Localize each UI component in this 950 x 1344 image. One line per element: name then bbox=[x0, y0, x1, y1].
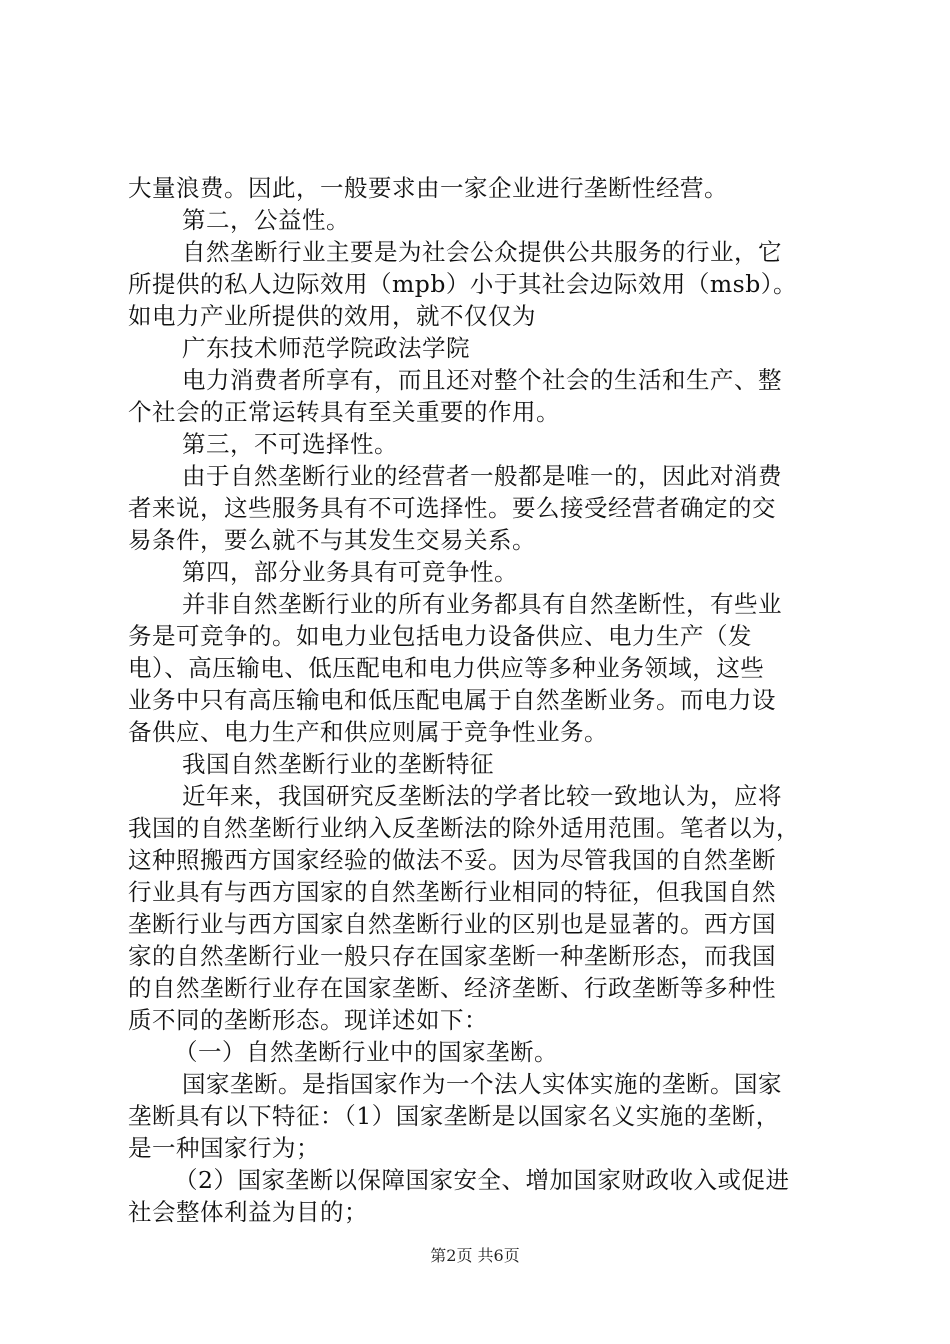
text-line: 电）、高压输电、低压配电和电力供应等多种业务领域，这些 bbox=[128, 654, 765, 682]
page-number-footer: 第2页 共6页 bbox=[430, 1246, 520, 1265]
document-body bbox=[128, 172, 833, 1228]
text-line: 者来说，这些服务具有不可选择性。要么接受经营者确定的交 bbox=[128, 494, 776, 522]
text-line: 国家垄断。是指国家作为一个法人实体实施的垄断。国家 bbox=[182, 1070, 782, 1098]
text-line: 社会整体利益为目的； bbox=[128, 1198, 368, 1226]
text-line: 大量浪费。因此，一般要求由一家企业进行垄断性经营。 bbox=[128, 174, 728, 202]
text-line: 备供应、电力生产和供应则属于竞争性业务。 bbox=[128, 718, 608, 746]
text-line: 是一种国家行为； bbox=[128, 1134, 320, 1162]
text-line: 的自然垄断行业存在国家垄断、经济垄断、行政垄断等多种性 bbox=[128, 974, 776, 1002]
text-line: （一）自然垄断行业中的国家垄断。 bbox=[174, 1038, 558, 1066]
text-line: 自然垄断行业主要是为社会公众提供公共服务的行业，它 bbox=[182, 238, 782, 266]
text-line: 近年来，我国研究反垄断法的学者比较一致地认为，应将 bbox=[182, 782, 782, 810]
text-line: 第二，公益性。 bbox=[182, 206, 350, 234]
text-line: 这种照搬西方国家经验的做法不妥。因为尽管我国的自然垄断 bbox=[128, 846, 776, 874]
text-line: 第四，部分业务具有可竞争性。 bbox=[182, 558, 518, 586]
text-line: 务是可竞争的。如电力业包括电力设备供应、电力生产（发 bbox=[128, 622, 752, 650]
text-line: （2）国家垄断以保障国家安全、增加国家财政收入或促进 bbox=[174, 1166, 790, 1194]
text-line: 家的自然垄断行业一般只存在国家垄断一种垄断形态，而我国 bbox=[128, 942, 776, 970]
text-line: 质不同的垄断形态。现详述如下： bbox=[128, 1006, 488, 1034]
text-line: 我国的自然垄断行业纳入反垄断法的除外适用范围。笔者以为， bbox=[128, 814, 800, 842]
text-line: 所提供的私人边际效用（mpb）小于其社会边际效用（msb）。 bbox=[128, 270, 798, 298]
text-line: 并非自然垄断行业的所有业务都具有自然垄断性，有些业 bbox=[182, 590, 782, 618]
text-line: 垄断行业与西方国家自然垄断行业的区别也是显著的。西方国 bbox=[128, 910, 776, 938]
text-line: 行业具有与西方国家的自然垄断行业相同的特征，但我国自然 bbox=[128, 878, 776, 906]
text-line: 我国自然垄断行业的垄断特征 bbox=[182, 750, 494, 778]
text-line: 垄断具有以下特征：（1）国家垄断是以国家名义实施的垄断， bbox=[128, 1102, 780, 1130]
text-line: 第三，不可选择性。 bbox=[182, 430, 398, 458]
text-line: 由于自然垄断行业的经营者一般都是唯一的，因此对消费 bbox=[182, 462, 782, 490]
text-line: 易条件，要么就不与其发生交易关系。 bbox=[128, 526, 536, 554]
text-line: 个社会的正常运转具有至关重要的作用。 bbox=[128, 398, 560, 426]
text-line: 业务中只有高压输电和低压配电属于自然垄断业务。而电力设 bbox=[128, 686, 776, 714]
text-line: 广东技术师范学院政法学院 bbox=[182, 334, 470, 362]
text-line: 如电力产业所提供的效用，就不仅仅为 bbox=[128, 302, 536, 330]
text-line: 电力消费者所享有，而且还对整个社会的生活和生产、整 bbox=[182, 366, 782, 394]
